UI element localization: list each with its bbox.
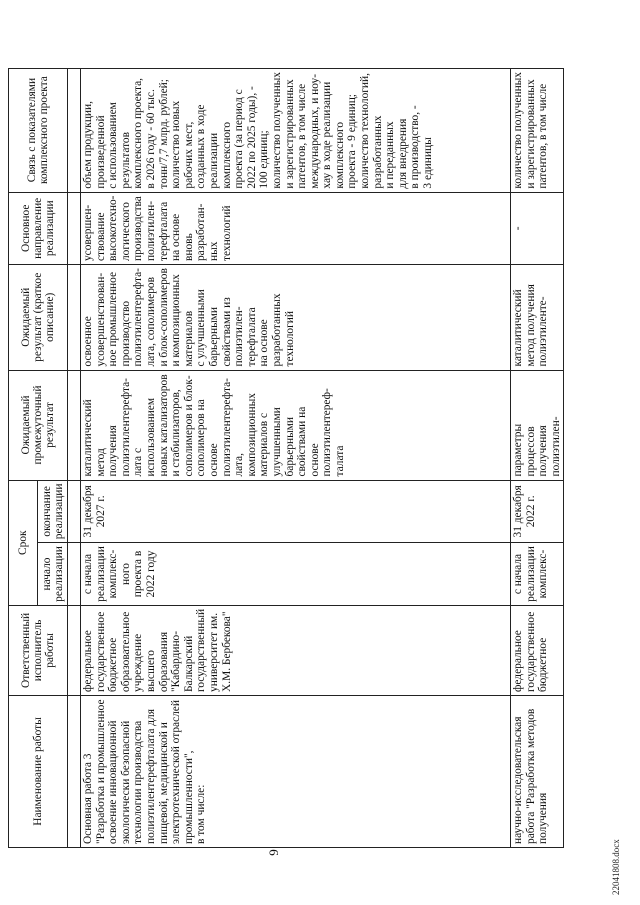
direction-cell: усовершен- ствование высокотехно- логического производства полиэтилен- терефталата на основе вновь разработан- ных технологий	[81, 192, 511, 264]
table-row	[81, 68, 511, 847]
expected-result-cell: каталитический метод получения полиэтиленте-	[511, 265, 564, 371]
work-name-cell: научно-исследовательская работа "Разработка методов получения	[511, 696, 564, 848]
end-cell: 31 декабря 2022 г.	[511, 480, 564, 543]
header-term: Срок	[9, 480, 38, 605]
end-cell: 31 декабря 2027 г.	[81, 480, 511, 543]
spacer-cell	[68, 480, 81, 543]
direction-cell: -	[511, 192, 564, 264]
file-name-footer: 22041808.docx	[611, 839, 621, 895]
header-expected: Ожидаемый результат (краткое описание)	[9, 265, 68, 371]
table-row	[511, 68, 564, 847]
expected-result-cell: освоенное усовершенствован- ное промышленное производство полиэтилентерефта- лата, сополимеров и блок-сополимеров и композиционных материалов с улучшенными барьерными свойствами из полиэтилен- терефталата на основе разработанных технологий	[81, 265, 511, 371]
page-number-text: 9	[266, 849, 281, 856]
header-intermediate: Ожидаемый промежуточный результат	[9, 370, 68, 480]
page-number	[266, 849, 281, 856]
intermediate-result-cell: параметры процессов получения полиэтилен-	[511, 370, 564, 480]
spacer-cell	[68, 696, 81, 848]
executor-cell: федеральное государственное бюджетное образовательное учреждение высшего образования "Кабардино- Балкарский государственный университет им. Х.М. Бербекова"	[81, 605, 511, 695]
header-row-1	[9, 68, 38, 847]
spacer-cell	[68, 543, 81, 606]
header-direction: Основное направление реализации	[9, 192, 68, 264]
spacer-cell	[68, 370, 81, 480]
work-plan-table	[8, 68, 564, 848]
header-end: окончание реализации	[38, 480, 68, 543]
header-executor: Ответственный исполнитель работы	[9, 605, 68, 695]
header-link: Связь с показателями комплексного проекта	[9, 68, 68, 192]
spacer-row	[68, 68, 81, 847]
executor-cell: федеральное государственное бюджетное	[511, 605, 564, 695]
indicator-link-cell: количество полученных и зарегистрированных патентов, в том числе	[511, 68, 564, 192]
header-name: Наименование работы	[9, 696, 68, 848]
intermediate-result-cell: каталитический метод получения полиэтилентерефта- лата с использованием новых катализаторов и стабилизаторов, сополимеров и блок- сополимеров на основе полиэтилентерефта- лата, композиционных материалов с улучшенными барьерными свойствами на основе полиэтилентереф- талата	[81, 370, 511, 480]
start-cell: с начала реализации комплекс-	[511, 543, 564, 606]
spacer-cell	[68, 605, 81, 695]
work-name-cell: Основная работа 3 "Разработка и промышленное освоение инновационной экологически безопасной технологии производства полиэтилентерефталата для пищевой, медицинской и электротехнической отраслей промышленности", в том числе:	[81, 696, 511, 848]
start-cell: с начала реализации комплекс- ного проекта в 2022 году	[81, 543, 511, 606]
spacer-cell	[68, 192, 81, 264]
indicator-link-cell: объем продукции, произведенной с использованием результатов комплексного проекта, в 2026 году - 60 тыс. тонн/7,7 млрд. рублей; количество новых рабочих мест, созданных в ходе реализации комплексного проекта (за период с 2022 по 2025 годы), - 100 единиц; количество полученных и зарегистрированных патентов, в том числе международных, и ноу- хау в ходе реализации комплексного проекта - 9 единиц; количество технологий, разработанных и переданных для внедрения в производство, - 3 единицы	[81, 68, 511, 192]
header-start: начало реализации	[38, 543, 68, 606]
spacer-cell	[68, 265, 81, 371]
spacer-cell	[68, 68, 81, 192]
